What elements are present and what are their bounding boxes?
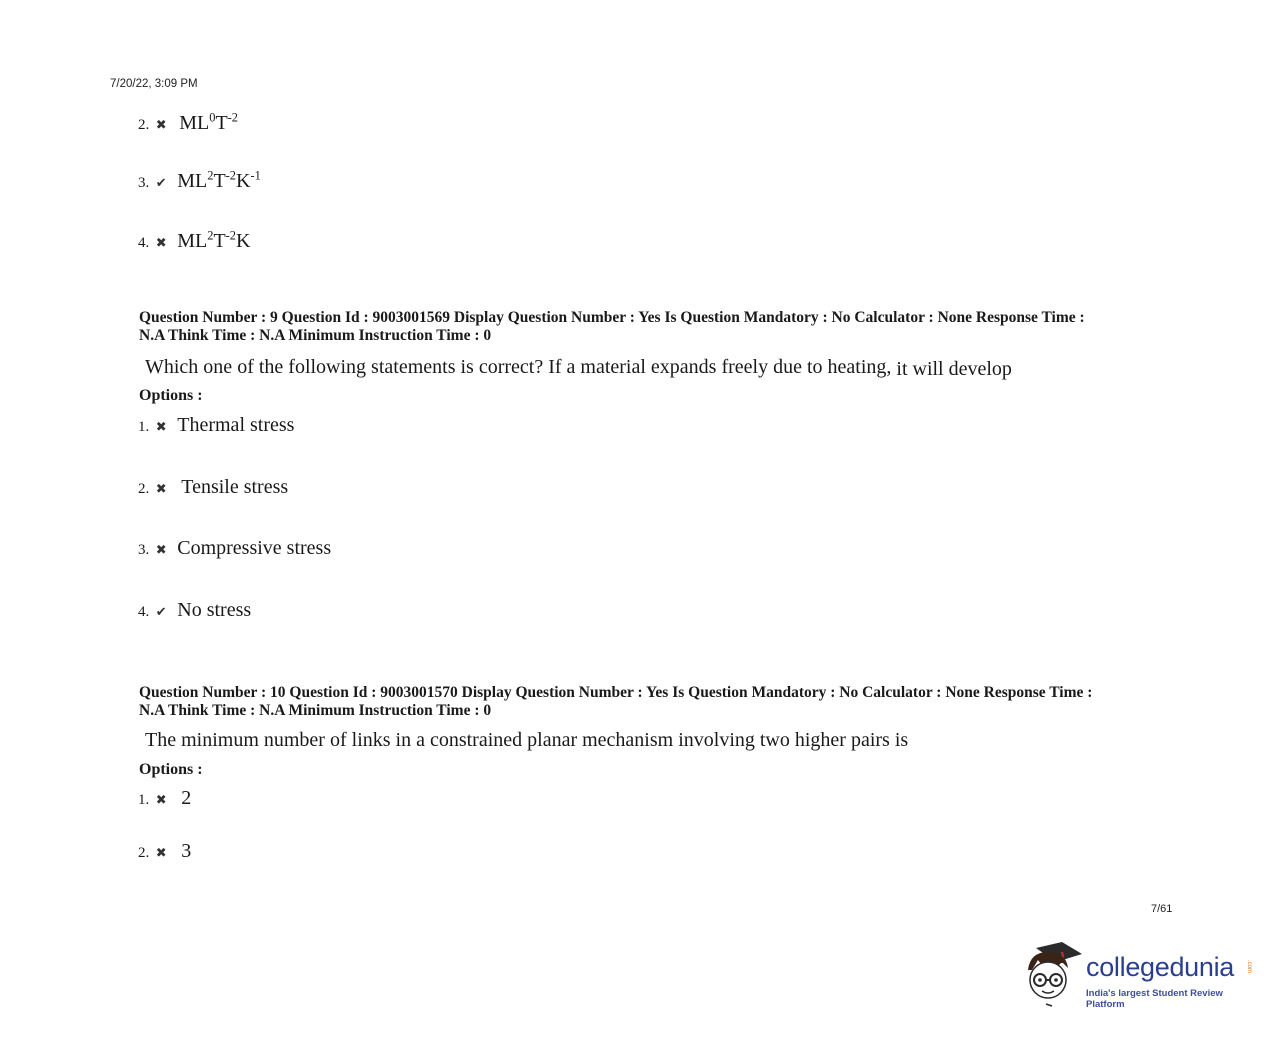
question-9-meta-line-1: Question Number : 9 Question Id : 9003001569 Display Question Number : Yes Is Question Mandatory : No Calculator : None Response Time : (139, 309, 1085, 326)
question-9-option-1 (138, 414, 294, 437)
option-text: 2 (181, 787, 192, 809)
cross-mark-icon: ✖ (155, 845, 167, 860)
check-mark-icon: ✔ (155, 175, 167, 190)
prev-option-4 (138, 230, 250, 253)
option-text: Thermal stress (177, 414, 295, 436)
question-9-meta-line-2: N.A Think Time : N.A Minimum Instruction Time : 0 (139, 327, 492, 344)
question-10-option-2 (138, 840, 191, 863)
print-timestamp: 7/20/22, 3:09 PM (110, 78, 198, 90)
collegedunia-logo (1022, 938, 1262, 1008)
option-number: 3. (138, 175, 150, 191)
question-9-option-4 (138, 599, 251, 622)
cross-mark-icon: ✖ (155, 481, 167, 496)
question-9-options-label: Options : (139, 387, 203, 404)
option-text: Compressive stress (177, 537, 332, 559)
question-10-meta-line-1: Question Number : 10 Question Id : 9003001570 Display Question Number : Yes Is Question Mandatory : No Calculator : None Response Time : (139, 684, 1093, 701)
prev-option-3 (138, 170, 261, 193)
check-mark-icon: ✔ (155, 604, 167, 619)
option-formula: $ML^2T^{-2}K^{-1}$ (177, 168, 261, 192)
cross-mark-icon: ✖ (155, 235, 167, 250)
option-number: 2. (138, 481, 150, 497)
question-10-text: The minimum number of links in a constrained planar mechanism involving two higher pairs is (145, 729, 909, 751)
option-number: 4. (138, 235, 150, 251)
option-number: 1. (138, 792, 150, 808)
question-10-options-label: Options : (139, 761, 203, 778)
option-text: 3 (181, 840, 192, 862)
question-10-meta-line-2: N.A Think Time : N.A Minimum Instruction Time : 0 (139, 702, 492, 719)
option-text: No stress (177, 599, 252, 621)
logo-wordmark: collegedunia (1086, 952, 1235, 982)
option-number: 3. (138, 542, 150, 558)
option-number: 2. (138, 845, 150, 861)
option-number: 4. (138, 604, 150, 620)
cross-mark-icon: ✖ (155, 542, 167, 557)
question-9-text: Which one of the following statements is correct? If a material expands freely due to heating, it will develop (145, 356, 1012, 380)
option-formula: $ML^0T^{-2}$ (179, 110, 238, 134)
logo-domain-suffix: .com (1246, 960, 1252, 974)
option-number: 1. (138, 419, 150, 435)
cross-mark-icon: ✖ (155, 117, 167, 132)
prev-option-2 (138, 112, 238, 135)
mascot-icon (1022, 938, 1084, 1008)
cross-mark-icon: ✖ (155, 792, 167, 807)
cross-mark-icon: ✖ (155, 419, 167, 434)
page-number: 7/61 (1151, 903, 1173, 915)
option-text: Tensile stress (181, 476, 289, 498)
question-9-option-2 (138, 476, 288, 499)
option-number: 2. (138, 117, 150, 133)
question-10-option-1 (138, 787, 191, 810)
option-formula: $ML^2T^{-2}K$ (177, 228, 251, 252)
question-9-option-3 (138, 537, 331, 560)
logo-tagline: India's largest Student Review Platform (1086, 988, 1223, 1010)
